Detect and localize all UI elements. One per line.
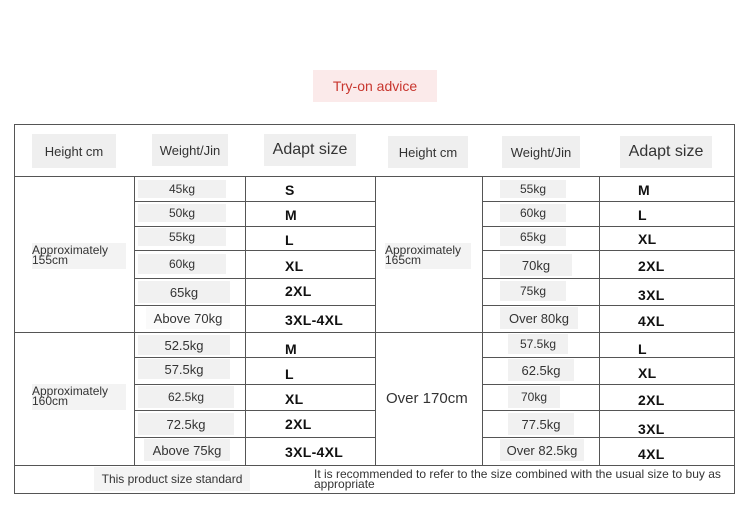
right-size-10: 4XL	[638, 446, 665, 462]
left-size-8: XL	[285, 391, 304, 407]
left-size-1: M	[285, 207, 297, 223]
right-weight-9: 77.5kg	[508, 413, 574, 435]
right-size-1: L	[638, 207, 647, 223]
right-weight-10: Over 82.5kg	[500, 439, 584, 461]
right-size-6: L	[638, 341, 647, 357]
left-weight-3: 60kg	[138, 254, 226, 274]
left-size-9: 2XL	[285, 416, 312, 432]
right-size-7: XL	[638, 365, 657, 381]
left-weight-2: 55kg	[138, 228, 226, 246]
left-weight-6: 52.5kg	[138, 335, 230, 355]
right-weight-2: 65kg	[500, 228, 566, 246]
right-size-2: XL	[638, 231, 657, 247]
left-weight-10: Above 75kg	[144, 439, 230, 461]
right-size-4: 3XL	[638, 287, 665, 303]
header-weight-left: Weight/Jin	[152, 134, 228, 166]
right-size-9: 3XL	[638, 421, 665, 437]
left-size-5: 3XL-4XL	[285, 312, 344, 328]
right-weight-3: 70kg	[500, 254, 572, 276]
table-frame	[15, 125, 735, 494]
header-size-right: Adapt size	[620, 136, 712, 168]
right-weight-6: 57.5kg	[508, 334, 568, 354]
right-weight-7: 62.5kg	[508, 359, 574, 381]
footer-note: It is recommended to refer to the size combined with the usual size to buy as appropriate	[314, 467, 721, 491]
left-size-3: XL	[285, 258, 304, 274]
right-weight-4: 75kg	[500, 281, 566, 301]
right-size-0: M	[638, 182, 650, 198]
left-weight-8: 62.5kg	[138, 386, 234, 408]
left-size-10: 3XL-4XL	[285, 444, 344, 460]
title-text: Try-on advice	[332, 78, 418, 94]
left-size-6: M	[285, 341, 297, 357]
right-weight-0: 55kg	[500, 180, 566, 198]
header-height-right: Height cm	[388, 136, 468, 168]
left-weight-1: 50kg	[138, 204, 226, 222]
left-size-4: 2XL	[285, 283, 312, 299]
header-height-left: Height cm	[32, 134, 116, 168]
group-label-155: Approximately 155cm	[32, 243, 126, 269]
right-size-5: 4XL	[638, 313, 665, 329]
group-label-170: Over 170cm	[386, 390, 468, 407]
footer-label: This product size standard	[94, 467, 250, 491]
left-size-7: L	[285, 366, 294, 382]
right-weight-5: Over 80kg	[500, 307, 578, 329]
right-size-8: 2XL	[638, 392, 665, 408]
left-size-2: L	[285, 232, 294, 248]
left-weight-0: 45kg	[138, 180, 226, 198]
left-weight-7: 57.5kg	[138, 359, 230, 379]
left-weight-5: Above 70kg	[146, 307, 230, 329]
left-size-0: S	[285, 182, 295, 198]
header-weight-right: Weight/Jin	[502, 136, 580, 168]
group-label-165: Approximately 165cm	[385, 243, 471, 269]
right-size-3: 2XL	[638, 258, 665, 274]
right-weight-1: 60kg	[500, 204, 566, 222]
right-weight-8: 70kg	[508, 386, 560, 408]
header-size-left: Adapt size	[264, 134, 356, 166]
left-weight-4: 65kg	[138, 281, 230, 303]
left-weight-9: 72.5kg	[138, 413, 234, 435]
group-label-160: Approximately 160cm	[32, 384, 126, 410]
